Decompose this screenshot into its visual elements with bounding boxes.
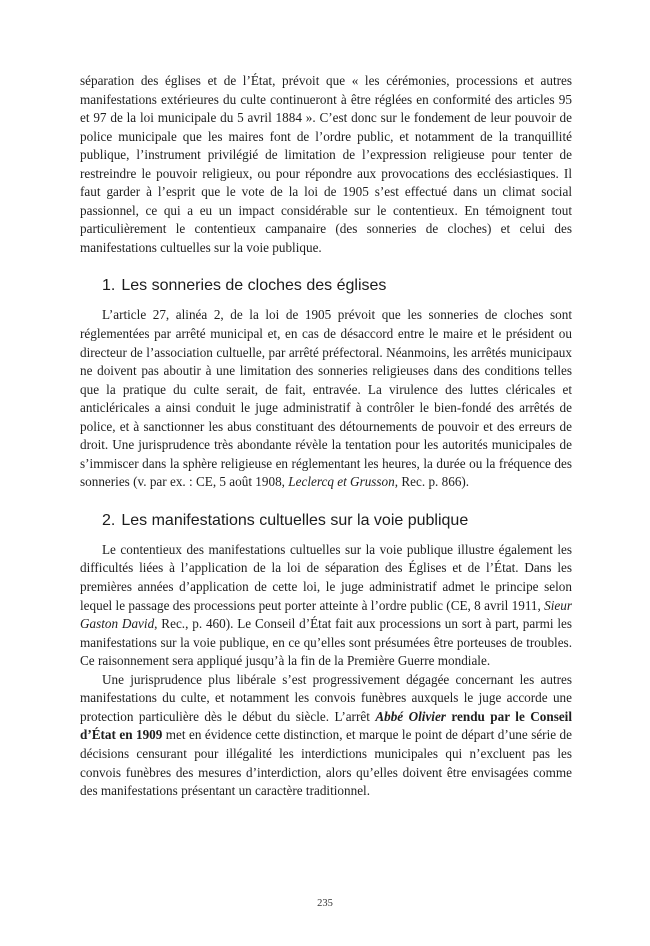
s1p1-text-after: , Rec. p. 866). [394,474,470,490]
s2p2-text-before: Une jurisprudence plus libérale s’est progressivement dégagée concernant les autres manifestations du culte, et notamment les convois funèbres auxquels le juge accorde une protection particulière dès le début du siècle. L’arrêt [80,671,572,724]
intro-paragraph: séparation des églises et de l’État, prévoit que « les cérémonies, processions et autres manifestations extérieures du culte continueront à être réglées en conformité des articles 95 et 97 de la loi municipale du 5 avril 1884 ». C’est donc sur le fondement de leur pouvoir de police municipale que les maires font de l’ordre public, et notamment de la tranquillité publique, l’instrument privilégié de limitation de l’expression religieuse pour tenter de restreindre le pouvoir religieux, ou pour répondre aux provocations des ecclésiastiques. Il faut garder à l’esprit que le vote de la loi de 1905 s’est effectué dans un climat social passionnel, ce qui a eu un impact considérable sur le contentieux. En témoignent tout particulièrement le contentieux campanaire (des sonneries de cloches) et celui des manifestations cultuelles sur la voie publique. [80,73,572,255]
section-2-paragraph-2 [80,671,572,801]
section-1-number: 1. [102,277,116,295]
section-2-paragraph-1 [80,541,572,671]
section-2-heading [102,511,572,531]
s2p1-case-name: Sieur Gaston David [80,597,572,632]
s1p1-case-name: Leclercq et Grusson [288,474,395,490]
s2p2-text-after: met en évidence cette distinction, et marque le point de départ d’une série de décisions censurant pour illégalité les interdictions municipales qui n’excluent pas les convois funèbres des mesures d’interdiction, alors qu’elles doivent être envisagées comme des manifestations présentant un caractère traditionnel. [80,727,572,799]
s2p1-text-before: Le contentieux des manifestations cultuelles sur la voie publique illustre également les difficultés liées à l’application de la loi de séparation des Églises et de l’État. Dans les premières années d’application de cette loi, le juge administratif admet le principe selon lequel le passage des processions peut porter atteinte à l’ordre public (CE, 8 avril 1911, [80,541,572,613]
s2p2-bold-text: rendu par le Conseil d’État en 1909 [80,708,573,743]
s2p2-case-name: Abbé Olivier [375,708,446,724]
section-1-heading [102,276,572,296]
section-1-title: Les sonneries de cloches des églises [121,277,387,295]
section-1-paragraph [80,306,572,491]
s1p1-text-before: L’article 27, alinéa 2, de la loi de 1905 prévoit que les sonneries de cloches sont réglementées par arrêté municipal et, en cas de désaccord entre le maire et le président ou directeur de l’association cultuelle, par arrêté préfectoral. Néanmoins, les arrêtés municipaux ne doivent pas aboutir à une limitation des sonneries religieuses dans des conditions telles que la pratique du culte serait, de fait, entravée. La virulence des luttes cléricales et anticléricales a ainsi conduit le juge administratif à contrôler le bien-fondé des arrêtés de police, et à sanctionner les abus constituant des détournements de pouvoir et des erreurs de droit. Une jurisprudence très abondante révèle la tentation pour les autorités municipales de s’immiscer dans la sphère religieuse en réglementant les heures, la durée ou la fréquence des sonneries (v. par ex. : CE, 5 août 1908, [80,307,572,490]
section-2-number: 2. [102,511,116,529]
s2p1-text-after: , Rec., p. 460). Le Conseil d’État fait aux processions un sort à part, parmi les manifestations sur la voie publique, en ce qu’elles sont présumées être porteuses de troubles. Ce raisonnement sera appliqué jusqu’à la fin de la Première Guerre mondiale. [80,616,572,669]
page-number: 235 [317,898,333,909]
section-2-title: Les manifestations cultuelles sur la voie publique [121,511,469,529]
